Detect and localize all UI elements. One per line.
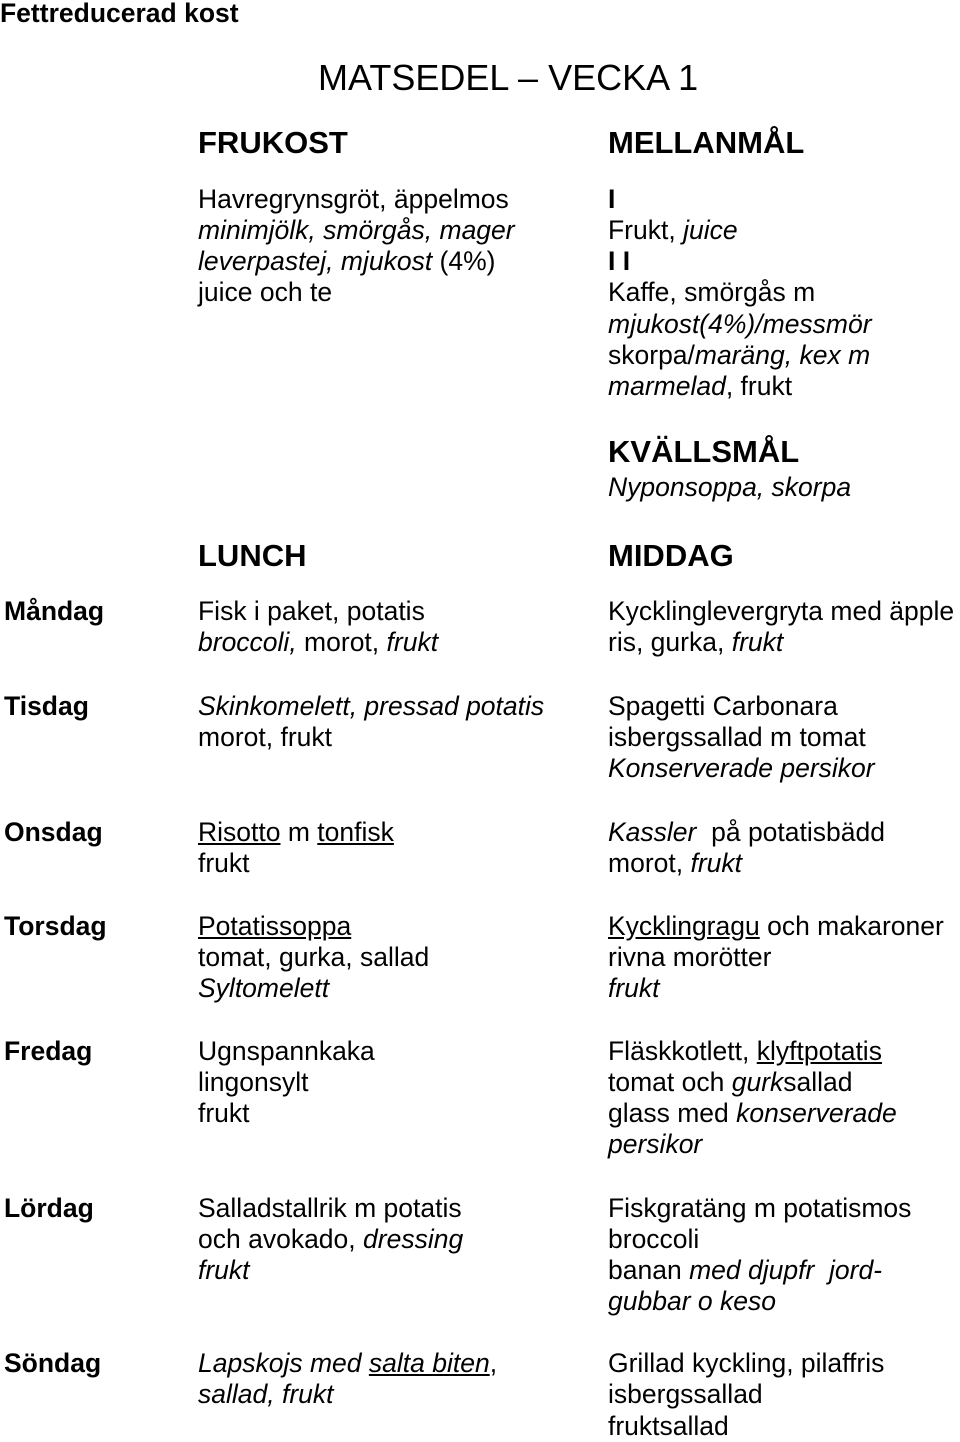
menu-text: Havregrynsgröt, äppelmos [198, 183, 509, 214]
menu-line [608, 817, 885, 848]
dinner-menu [608, 817, 885, 880]
menu-text: banan [608, 1255, 690, 1286]
menu-line [198, 246, 515, 277]
menu-text: Fiskgratäng m potatismos [608, 1192, 912, 1223]
menu-text: leverpastej, mjukost [198, 246, 440, 277]
snack-number: I [608, 183, 616, 214]
menu-text: glass med [608, 1098, 737, 1129]
menu-text: gurk [731, 1066, 784, 1097]
menu-line [608, 848, 885, 879]
day-row-tisdag [0, 690, 960, 784]
menu-line [608, 371, 872, 402]
day-row-torsdag [0, 910, 960, 1004]
menu-line [608, 1036, 897, 1067]
day-row-fredag [0, 1035, 960, 1160]
menu-text: morot, [608, 847, 691, 878]
menu-line [198, 1348, 497, 1379]
menu-text: Syltomelett [198, 973, 330, 1004]
lunch-menu [198, 691, 544, 754]
day-row-onsdag [0, 816, 960, 878]
diet-type-label: Fettreducerad kost [0, 0, 239, 28]
dinner-menu [608, 596, 954, 659]
snack-number: I I [608, 246, 631, 277]
menu-line [198, 848, 394, 879]
lunch-heading: LUNCH [198, 538, 307, 573]
day-label: Fredag [4, 1035, 93, 1066]
day-label: Onsdag [4, 816, 103, 847]
menu-text: tonfisk [317, 816, 394, 847]
day-label: Söndag [4, 1348, 102, 1378]
lunch-menu [198, 1193, 463, 1287]
dinner-heading: MIDDAG [608, 538, 734, 573]
menu-line [608, 184, 872, 215]
menu-line [608, 942, 944, 973]
snack-menu [608, 184, 872, 403]
day-row-sondag [0, 1348, 960, 1441]
menu-line [608, 722, 875, 753]
page-title: MATSEDEL – VECKA 1 [318, 57, 699, 98]
menu-line [608, 1098, 897, 1129]
lunch-menu [198, 911, 429, 1005]
menu-text: maräng, kex m [694, 339, 871, 370]
menu-text: isbergssallad m tomat [608, 721, 866, 752]
menu-line [608, 691, 875, 722]
menu-line [198, 184, 515, 215]
menu-text: , [489, 1348, 498, 1378]
menu-text: (4%) [439, 246, 496, 277]
menu-text: tomat och [608, 1066, 732, 1097]
menu-line [608, 277, 872, 308]
menu-line [608, 1348, 884, 1379]
day-label: Lördag [4, 1192, 94, 1223]
menu-text: m [280, 816, 318, 847]
menu-line [608, 596, 954, 627]
menu-text: mjukost(4%)/messmör [608, 308, 872, 339]
menu-line [608, 472, 851, 503]
menu-text: frukt [198, 1098, 250, 1129]
menu-text: ris, gurka, [608, 626, 732, 657]
menu-line [198, 817, 394, 848]
menu-text: frukt [608, 973, 660, 1004]
menu-line [198, 1224, 463, 1255]
menu-line [608, 973, 944, 1004]
menu-line [198, 215, 515, 246]
menu-text: skorpa/ [608, 339, 695, 370]
menu-text: minimjölk, smörgås, mager [198, 214, 515, 245]
menu-line [608, 340, 872, 371]
menu-line [608, 246, 872, 277]
menu-text: Kaffe, smörgås m [608, 277, 816, 308]
menu-line [198, 1379, 497, 1410]
breakfast-menu [198, 184, 515, 309]
menu-text: Skinkomelett, pressad potatis [198, 690, 545, 721]
menu-line [608, 1224, 911, 1255]
menu-line [608, 911, 944, 942]
snack-heading: MELLANMÅL [608, 125, 805, 160]
menu-line [198, 722, 544, 753]
menu-text: lingonsylt [198, 1066, 309, 1097]
menu-text: Spagetti Carbonara [608, 690, 838, 721]
menu-text: marmelad [608, 371, 726, 402]
evening-menu [608, 472, 851, 503]
menu-text: Fläskkotlett, [608, 1035, 757, 1066]
menu-line [198, 1193, 463, 1224]
menu-text: Kycklingragu [608, 910, 760, 941]
menu-line [608, 627, 954, 658]
menu-line [608, 1286, 911, 1317]
menu-line [198, 1255, 463, 1286]
dinner-menu [608, 1348, 884, 1442]
menu-text: Salladstallrik m potatis [198, 1192, 462, 1223]
menu-text: juice [683, 214, 738, 245]
dinner-menu [608, 911, 944, 1005]
menu-text: med djupfr jord- [689, 1255, 883, 1286]
menu-text: konserverade [736, 1098, 897, 1129]
menu-text: , frukt [725, 371, 793, 402]
dinner-menu [608, 691, 875, 785]
menu-text: frukt [690, 847, 743, 878]
menu-line [608, 1255, 911, 1286]
breakfast-heading: FRUKOST [198, 125, 348, 160]
menu-text: persikor [608, 1129, 703, 1160]
menu-text: frukt [731, 626, 784, 657]
menu-text: frukt [198, 847, 250, 878]
menu-text: fruktsallad [608, 1410, 729, 1441]
day-row-lordag [0, 1192, 960, 1317]
menu-text: sallad, frukt [198, 1379, 334, 1410]
dinner-menu [608, 1193, 911, 1318]
menu-line [608, 309, 872, 340]
menu-line [198, 691, 544, 722]
menu-text: morot, frukt [198, 721, 333, 752]
lunch-menu [198, 1036, 375, 1130]
evening-heading: KVÄLLSMÅL [608, 434, 800, 469]
menu-text: på potatisbädd [696, 816, 885, 847]
menu-text: gubbar o keso [608, 1286, 776, 1317]
day-row-mandag [0, 595, 960, 657]
menu-text: salta biten [368, 1348, 490, 1378]
menu-line [198, 277, 515, 308]
menu-text: isbergssallad [608, 1379, 763, 1410]
menu-text: Ugnspannkaka [198, 1035, 375, 1066]
menu-text: Potatissoppa [198, 910, 352, 941]
menu-text: Konserverade persikor [608, 753, 875, 784]
menu-line [198, 1036, 375, 1067]
menu-text: sallad [783, 1066, 853, 1097]
menu-line [198, 627, 438, 658]
lunch-menu [198, 817, 394, 880]
day-label: Måndag [4, 595, 105, 626]
menu-line [608, 1067, 897, 1098]
menu-text: dressing [363, 1223, 464, 1254]
menu-text: Frukt, [608, 214, 684, 245]
menu-text: och avokado, [198, 1223, 364, 1254]
menu-line [608, 1129, 897, 1160]
menu-text: juice och te [198, 277, 333, 308]
menu-line [198, 596, 438, 627]
menu-line [198, 1067, 375, 1098]
menu-line [608, 1379, 884, 1410]
menu-text: klyftpotatis [756, 1035, 882, 1066]
menu-text: frukt [386, 626, 439, 657]
lunch-menu [198, 596, 438, 659]
menu-text: Fisk i paket, potatis [198, 595, 425, 626]
menu-text: Grillad kyckling, pilaffris [608, 1348, 885, 1378]
menu-text: Risotto [198, 816, 281, 847]
menu-line [608, 215, 872, 246]
menu-text: Kycklinglevergryta med äpple [608, 595, 955, 626]
menu-line [198, 911, 429, 942]
day-label: Tisdag [4, 690, 89, 721]
menu-text: tomat, gurka, sallad [198, 941, 430, 972]
menu-text: broccoli, [198, 626, 297, 657]
menu-text: morot, [296, 626, 387, 657]
dinner-menu [608, 1036, 897, 1161]
menu-text: Lapskojs med [198, 1348, 369, 1378]
menu-line [198, 1098, 375, 1129]
menu-text: Kassler [608, 816, 697, 847]
menu-line [608, 1411, 884, 1442]
menu-text: broccoli [608, 1223, 700, 1254]
menu-text: och makaroner [759, 910, 944, 941]
menu-text: frukt [198, 1255, 250, 1286]
lunch-menu [198, 1348, 497, 1411]
menu-text: Nyponsoppa, skorpa [608, 471, 852, 502]
menu-line [608, 1193, 911, 1224]
day-label: Torsdag [4, 910, 107, 941]
menu-line [198, 973, 429, 1004]
menu-line [198, 942, 429, 973]
menu-text: rivna morötter [608, 941, 772, 972]
menu-line [608, 753, 875, 784]
